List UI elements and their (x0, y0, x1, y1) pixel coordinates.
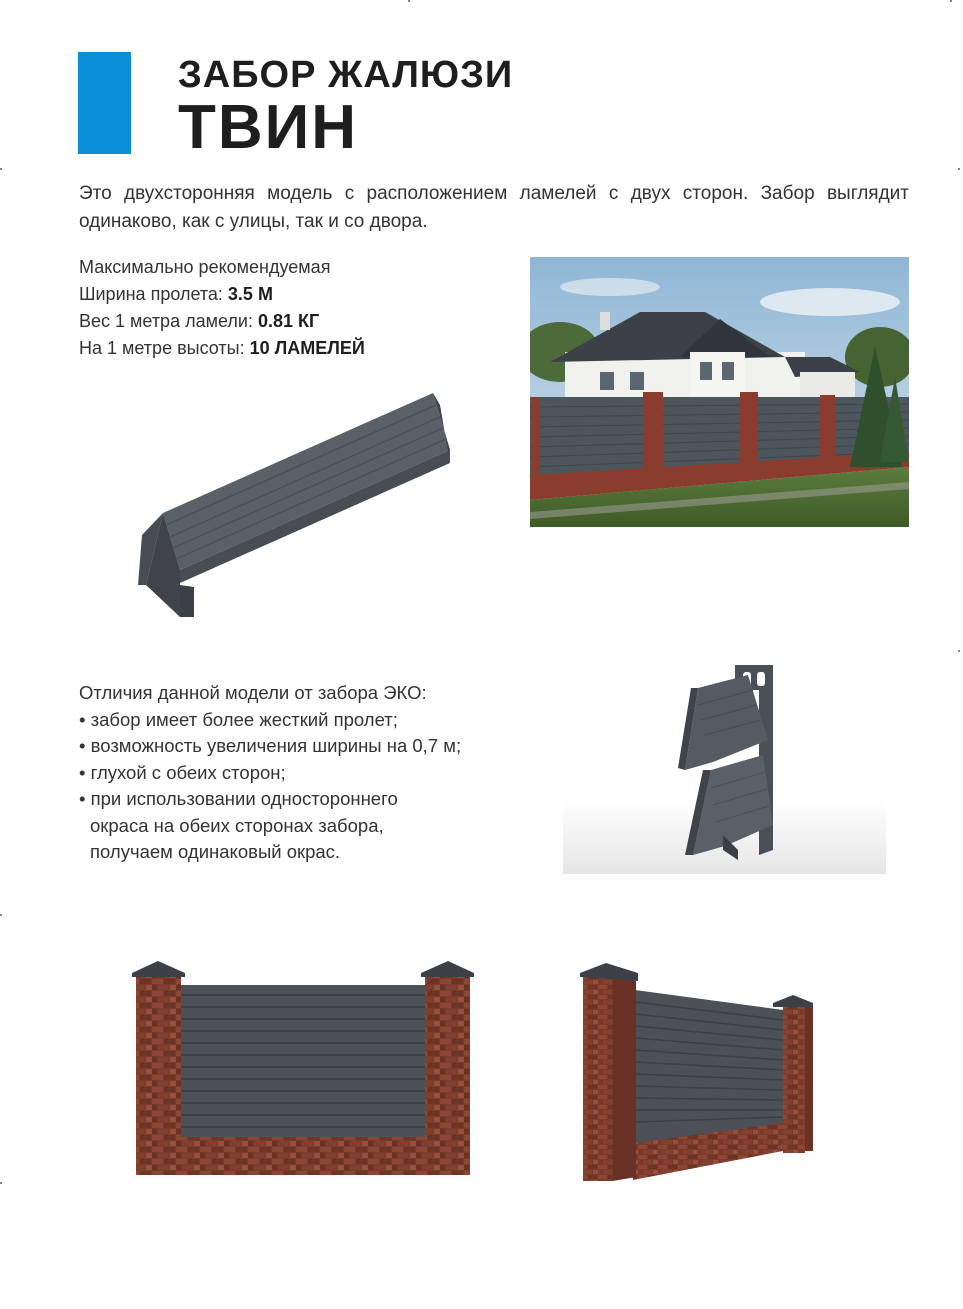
edge-mark (958, 650, 960, 652)
weight-value: 0.81 КГ (257, 311, 320, 331)
differences-heading: Отличия данной модели от забора ЭКО: (79, 682, 427, 703)
difference-item: • глухой с обеих сторон; (79, 761, 286, 783)
edge-mark (0, 914, 2, 916)
accent-bar (78, 52, 131, 154)
post-connector-illustration (563, 650, 886, 874)
edge-mark (958, 168, 960, 170)
specs-block (79, 254, 365, 362)
difference-item: • забор имеет более жесткий пролет; (79, 708, 398, 730)
edge-mark (0, 1182, 2, 1184)
lamella-profile-illustration (128, 385, 468, 630)
house-fence-photo (530, 257, 909, 527)
difference-item-continuation: окраса на обеих сторонах забора, (90, 814, 384, 836)
difference-item: • при использовании одностороннего (79, 788, 398, 809)
fence-front-illustration (128, 955, 480, 1180)
difference-item: • возможность увеличения ширины на 0,7 м; (79, 735, 462, 756)
page-title-line-1: ЗАБОР ЖАЛЮЗИ (178, 54, 514, 96)
specs-line-recommended: Максимально рекомендуемая (79, 257, 331, 277)
specs-line-count (79, 335, 365, 362)
fence-perspective-illustration (578, 955, 818, 1185)
page-title-line-2: ТВИН (178, 93, 358, 162)
weight-label: Вес 1 метра ламели: (79, 311, 258, 331)
edge-mark (0, 168, 2, 170)
count-value: 10 ЛАМЕЛЕЙ (249, 338, 365, 358)
span-value: 3.5 М (227, 284, 273, 304)
differences-block (79, 680, 461, 866)
edge-mark (408, 0, 410, 2)
specs-line-span (79, 281, 365, 308)
difference-item-continuation: получаем одинаковый окрас. (90, 841, 341, 862)
span-label: Ширина пролета: (79, 284, 228, 304)
intro-paragraph: Это двухсторонняя модель с расположением ламелей с двух сторон. Забор выглядит одинаково, как с улицы, так и со двора. (79, 183, 909, 232)
specs-line-weight (79, 308, 365, 335)
edge-mark (950, 0, 952, 2)
count-label: На 1 метре высоты: (79, 338, 250, 358)
